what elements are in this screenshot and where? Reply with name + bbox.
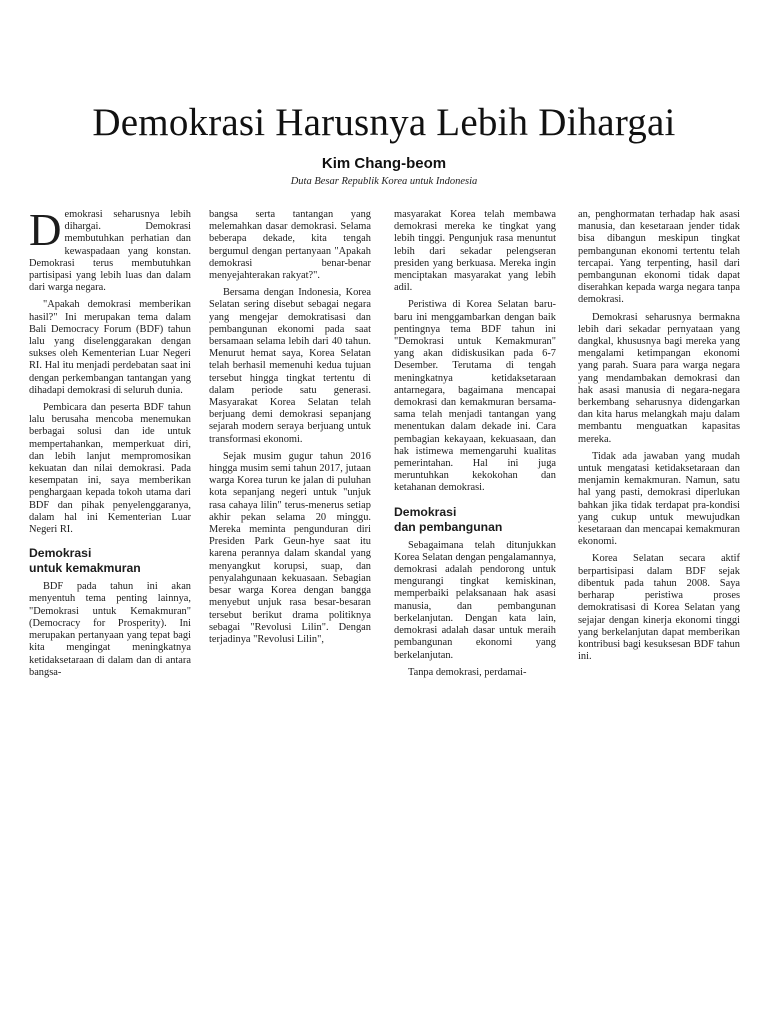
article-headline: Demokrasi Harusnya Lebih Dihargai (92, 101, 676, 144)
article-column-2 (209, 209, 371, 646)
body-paragraph: Pembicara dan peserta BDF tahun lalu berusaha mencoba menemukan berbagai solusi dan ide untuk mempertahankan, memperkuat diri, dan lebih lanjut mempromosikan kekuatan dan nilai demokrasi. Pada kesempatan ini, saya memberikan penghargaan kepada tokoh utama dari BDF dan pihak penyelenggaranya, dalam hal ini Kementerian Luar Negeri RI. (29, 402, 191, 536)
body-paragraph: Peristiwa di Korea Selatan baru-baru ini menggambarkan dengan baik pentingnya tema BDF tahun ini "Demokrasi untuk Kemakmuran" yang akan didiskusikan pada 6-7 Desember. Terutama di tengah meningkatnya ketidaksetaraan antarnegara, bagaimana mencapai demokrasi dan kemakmuran bersama-sama telah menjadi tantangan yang menentukan dalam dekade ini. Cara pembagian kekayaan, kekuasaan, dan hak istimewa memengaruhi kualitas pemerintahan. Hal ini juga meruntuhkan kekokohan dan ketahanan demokrasi. (394, 299, 556, 494)
body-paragraph: masyarakat Korea telah membawa demokrasi mereka ke tingkat yang lebih tinggi. Pengunjuk rasa menuntut lebih dari sekadar pelengseran presiden yang berkuasa. Mereka ingin menciptakan masyarakat yang lebih adil. (394, 209, 556, 294)
body-paragraph: Sejak musim gugur tahun 2016 hingga musim semi tahun 2017, jutaan warga Korea turun ke jalan di puluhan kota sepanjang negeri untuk "unjuk rasa cahaya lilin" terus-menerus setiap akhir pekan selama 20 minggu. Mereka meminta pengunduran diri Presiden Park Geun-hye saat itu karena perannya dalam skandal yang menyangkut korupsi, suap, dan penyalahgunaan kekuasaan. Sebagian besar warga Korea dengan bangga menyebut unjuk rasa besar-besaran tersebut berikut drama politiknya sebagai "Revolusi Lilin". Dengan terjadinya "Revolusi Lilin", (209, 450, 371, 645)
body-paragraph: an, penghormatan terhadap hak asasi manusia, dan kesetaraan jender tidak bisa dibangun meskipun tingkat pembangunan ekonomi tertentu telah tercapai. Yang terpenting, hasil dari pembangunan ekonomi tidak dapat diserahkan kepada warga negara tanpa demokrasi. (578, 209, 740, 306)
section-subheading (394, 505, 556, 535)
body-paragraph: Bersama dengan Indonesia, Korea Selatan sering disebut sebagai negara yang mengejar demokratisasi dan pembangunan ekonomi pada saat bersamaan selama lebih dari 40 tahun. Menurut hemat saya, Korea Selatan telah berhasil memenuhi kedua tujuan tersebut hingga tingkat tertentu di dalam periode satu generasi. Masyarakat Korea Selatan telah berjuang demi demokrasi sepanjang sejarah modern seraya berjuang untuk transformasi ekonomi. (209, 287, 371, 445)
author-name: Kim Chang-beom (321, 155, 447, 172)
article-column-4 (578, 209, 740, 663)
body-paragraph: Korea Selatan secara aktif berpartisipasi dalam BDF sejak dibentuk pada tahun 2008. Saya berharap peristiwa proses demokratisasi di Korea Selatan yang sejajar dengan kinerja ekonomi tinggi yang berkelanjutan dapat memberikan kontribusi bagi kesuksesan BDF tahun ini. (578, 553, 740, 663)
body-paragraph: Tanpa demokrasi, perdamai- (408, 666, 527, 678)
article-column-1 (29, 205, 191, 679)
body-paragraph: Demokrasi seharusnya lebih dihargai. Demokrasi membutuhkan perhatian dan kewaspadaan yang konstan. Demokrasi terus membutuhkan partisipasi yang lebih luas dan dalam dari warga negara. (29, 205, 191, 294)
subheading-line: Demokrasi (394, 504, 457, 519)
section-subheading (29, 546, 191, 576)
subheading-line: Demokrasi (29, 546, 92, 561)
body-paragraph: Sebagaimana telah ditunjukkan Korea Selatan dengan pengalamannya, demokrasi adalah pendorong untuk mengurangi tingkat kemiskinan, memperbaiki pelaksanaan hak asasi manusia, dan pembangunan berkelanjutan. Dengan kata lain, demokrasi adalah dasar untuk meraih pembangunan ekonomi yang berkelanjutan. (394, 539, 556, 661)
body-paragraph: Demokrasi seharusnya bermakna lebih dari sekadar pernyataan yang dangkal, khususnya bagi mereka yang mengalami ketimpangan ekonomi yang parah. Suara para warga negara yang mendambakan demokrasi dan hak asasi manusia di negara-negara berkembang seharusnya didengarkan dan kita harus melangkah maju dalam membantu menguatkan kapasitas mereka. (578, 311, 740, 445)
body-paragraph: "Apakah demokrasi memberikan hasil?" Ini merupakan tema dalam Bali Democracy Forum (BDF) tahun lalu yang diselenggarakan dengan sukses oleh Kementerian Luar Negeri RI. Hal itu menjadi perdebatan saat ini dengan perkembangan tantangan yang dihadapi demokrasi di seluruh dunia. (29, 299, 191, 396)
body-paragraph: bangsa serta tantangan yang melemahkan dasar demokrasi. Selama beberapa dekade, kita tengah bergumul dengan pertanyaan "Apakah demokrasi benar-benar menyejahterakan rakyat?". (209, 209, 371, 282)
article-column-3 (394, 209, 556, 679)
body-paragraph: Tidak ada jawaban yang mudah untuk mengatasi ketidaksetaraan dan menjamin kemakmuran. Namun, satu hal yang pasti, demokrasi diperlukan bahkan jika tidak terdapat pra-kondisi yang cukup untuk mewujudkan kesetaraan dan mencapai kemakmuran ekonomi. (578, 450, 740, 548)
subheading-line: dan pembangunan (394, 519, 503, 534)
body-paragraph: BDF pada tahun ini akan menyentuh tema penting lainnya, "Demokrasi untuk Kemakmuran" (Democracy for Prosperity). Ini merupakan pertanyaan yang tepat bagi kita mengingat meningkatnya ketidaksetaraan di dalam dan di antara bangsa- (29, 581, 191, 678)
subheading-line: untuk kemakmuran (29, 561, 141, 576)
author-title: Duta Besar Republik Korea untuk Indonesia (290, 176, 478, 187)
